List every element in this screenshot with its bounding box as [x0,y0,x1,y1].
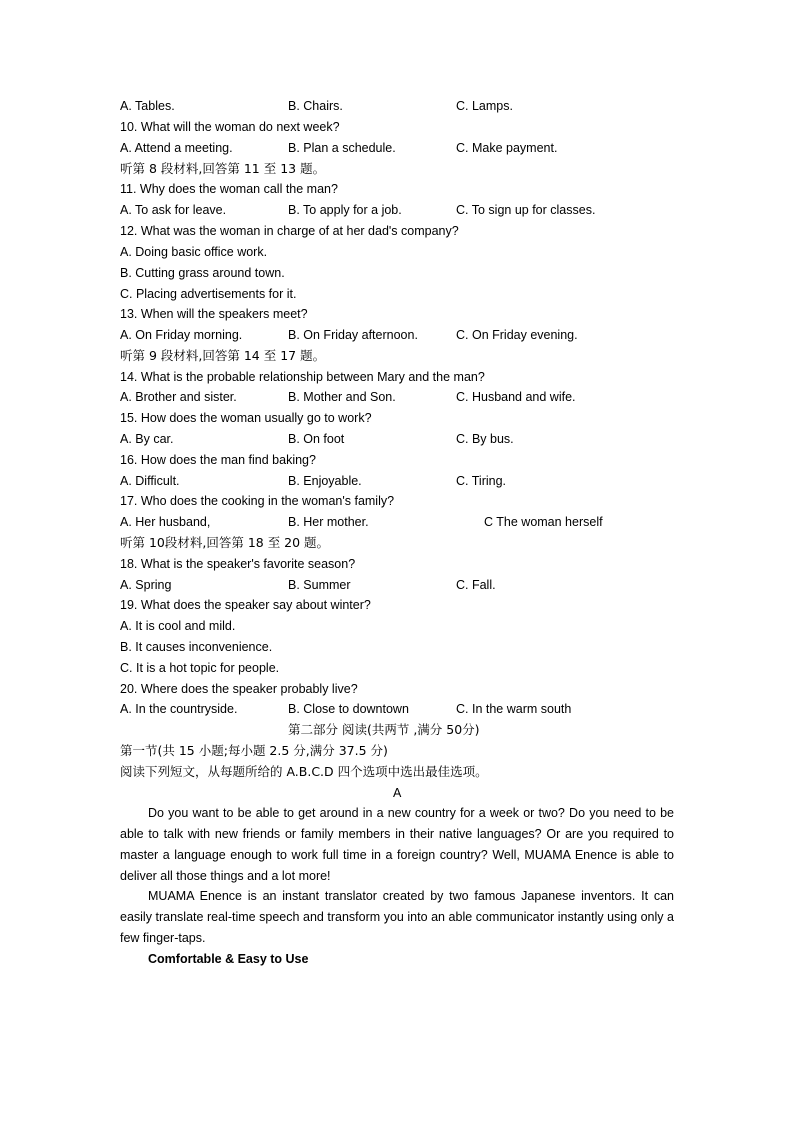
q14-option-b: B. Mother and Son. [288,390,396,404]
q9-option-b: B. Chairs. [288,99,343,113]
q17-option-a: A. Her husband, [120,515,211,529]
q15-option-c: C. By bus. [456,432,514,446]
q18-option-c: C. Fall. [456,578,496,592]
q10-question: 10. What will the woman do next week? [120,120,340,134]
q14-option-a: A. Brother and sister. [120,390,237,404]
q12-question: 12. What was the woman in charge of at her dad's company? [120,224,459,238]
section-9-instruction: 听第 9 段材料,回答第 14 至 17 题。 [120,348,326,363]
q13-option-c: C. On Friday evening. [456,328,578,342]
q20-option-b: B. Close to downtown [288,702,409,716]
section-10-instruction: 听第 10段材料,回答第 18 至 20 题。 [120,535,330,550]
q9-option-a: A. Tables. [120,99,175,113]
q16-question: 16. How does the man find baking? [120,453,316,467]
q13-question: 13. When will the speakers meet? [120,307,308,321]
q19-option-c: C. It is a hot topic for people. [120,661,280,675]
q10-option-c: C. Make payment. [456,141,558,155]
q15-option-b: B. On foot [288,432,345,446]
q18-option-b: B. Summer [288,578,351,592]
q13-option-b: B. On Friday afternoon. [288,328,418,342]
q12-option-c: C. Placing advertisements for it. [120,287,297,301]
q14-option-c: C. Husband and wife. [456,390,576,404]
q20-question: 20. Where does the speaker probably live? [120,682,358,696]
q16-option-b: B. Enjoyable. [288,474,362,488]
q17-question: 17. Who does the cooking in the woman's family? [120,494,395,508]
section-1-title: 第一节(共 15 小题;每小题 2.5 分,满分 37.5 分) [120,743,388,758]
passage-subheading: Comfortable & Easy to Use [148,952,309,966]
q18-question: 18. What is the speaker's favorite season? [120,557,356,571]
q10-option-a: A. Attend a meeting. [120,141,233,155]
q19-option-b: B. It causes inconvenience. [120,640,273,654]
passage-paragraph-2: MUAMA Enence is an instant translator created by two famous Japanese inventors. It can easily translate real-time speech and transform you into an able communicator instantly using only a few finger-taps. [120,889,674,945]
q19-question: 19. What does the speaker say about winter? [120,598,371,612]
q9-option-c: C. Lamps. [456,99,513,113]
passage-label: A [393,786,402,800]
q14-question: 14. What is the probable relationship between Mary and the man? [120,370,485,384]
q19-option-a: A. It is cool and mild. [120,619,236,633]
q16-option-c: C. Tiring. [456,474,507,488]
q12-option-b: B. Cutting grass around town. [120,266,285,280]
q11-option-b: B. To apply for a job. [288,203,402,217]
section-8-instruction: 听第 8 段材料,回答第 11 至 13 题。 [120,161,326,176]
q16-option-a: A. Difficult. [120,474,180,488]
q18-option-a: A. Spring [120,578,172,592]
q20-option-c: C. In the warm south [456,702,572,716]
q11-question: 11. Why does the woman call the man? [120,182,338,196]
passage-paragraph-1: Do you want to be able to get around in a new country for a week or two? Do you need to be able to talk with new friends or family members in their native languages? Or are you required to master a language enough to work full time in a foreign country? Well, MUAMA Enence is able to deliver all those things and a lot more! [120,806,674,883]
q11-option-c: C. To sign up for classes. [456,203,596,217]
q15-option-a: A. By car. [120,432,174,446]
q11-option-a: A. To ask for leave. [120,203,227,217]
part-2-title: 第二部分 阅读(共两节 ,满分 50分) [288,722,480,737]
q20-option-a: A. In the countryside. [120,702,238,716]
q10-option-b: B. Plan a schedule. [288,141,396,155]
reading-instructions: 阅读下列短文，从每题所给的 A.B.C.D 四个选项中选出最佳选项。 [120,764,488,779]
q17-option-c: C The woman herself [484,515,603,529]
q17-option-b: B. Her mother. [288,515,369,529]
q13-option-a: A. On Friday morning. [120,328,243,342]
q15-question: 15. How does the woman usually go to work? [120,411,372,425]
q12-option-a: A. Doing basic office work. [120,245,268,259]
